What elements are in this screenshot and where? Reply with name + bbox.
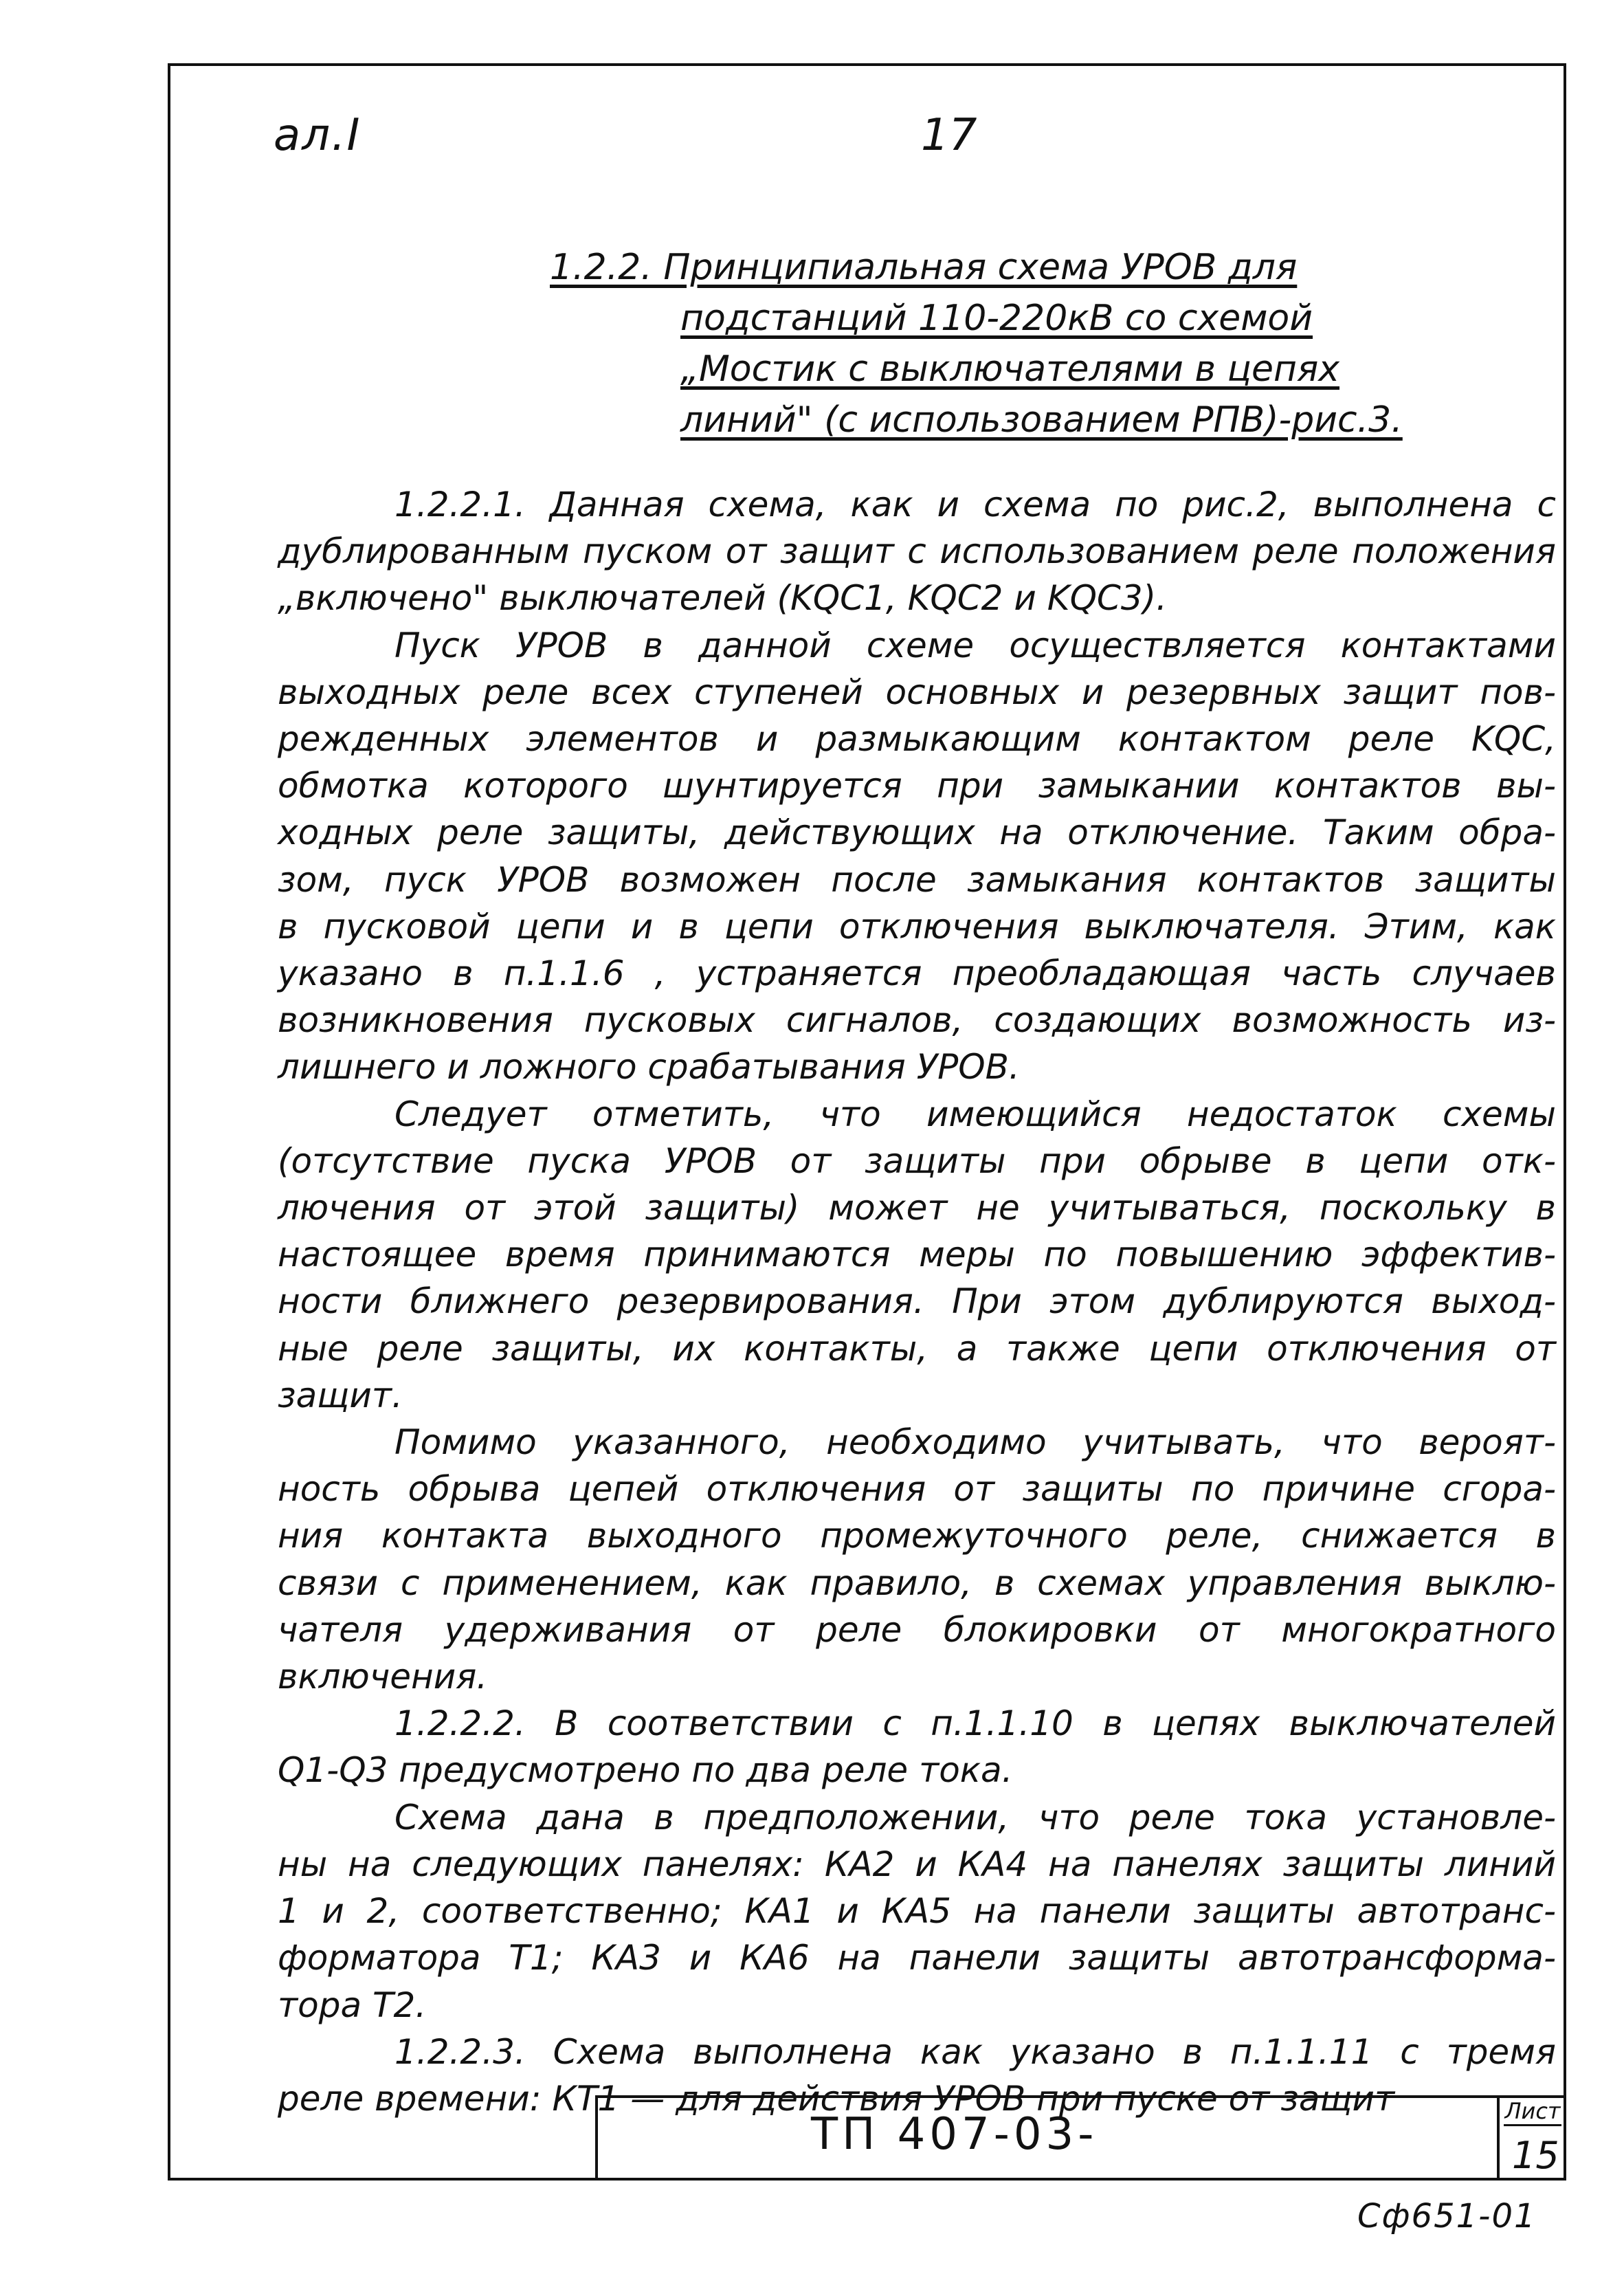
text-line: 1.2.2.3. Схема выполнена как указано в п.1.1.11 с тремя: [394, 2031, 1556, 2072]
sheet-number: 15: [1512, 2134, 1559, 2177]
text-line: Схема дана в предположении, что реле тока установле-: [394, 1797, 1556, 1837]
text-line: ности ближнего резервирования. При этом дублируются выход-: [278, 1281, 1556, 1322]
heading-line: 1.2.2. Принципиальная схема УРОВ для: [550, 247, 1298, 288]
text-line: чателя удерживания от реле блокировки от многократного: [278, 1609, 1556, 1650]
heading-line: линий" (с использованием РПВ)-рис.3.: [680, 399, 1403, 441]
text-line: дублированным пуском от защит с использованием реле положения: [278, 531, 1556, 572]
text-line: Следует отметить, что имеющийся недостаток схемы: [394, 1094, 1556, 1134]
text-line: выходных реле всех ступеней основных и резервных защит пов-: [278, 672, 1556, 712]
section-heading: [550, 242, 1409, 445]
heading-line: „Мостик с выключателями в цепях: [680, 349, 1340, 390]
text-line: ные реле защиты, их контакты, а также цепи отключения от: [278, 1328, 1556, 1369]
corner-mark: ал.I: [274, 110, 361, 161]
text-line: 1.2.2.2. В соответствии с п.1.1.10 в цепях выключателей: [394, 1703, 1556, 1744]
text-line: возникновения пусковых сигналов, создающих возможность из-: [278, 1000, 1556, 1041]
text-line: Q1-Q3 предусмотрено по два реле тока.: [278, 1750, 1013, 1791]
heading-line: подстанций 110-220кВ со схемой: [680, 298, 1313, 339]
body-text: [278, 481, 1556, 2122]
text-line: включения.: [278, 1657, 488, 1697]
text-line: форматора Т1; КА3 и КА6 на панели защиты автотрансформа-: [278, 1938, 1556, 1978]
text-line: ность обрыва цепей отключения от защиты по причине сгора-: [278, 1469, 1556, 1510]
text-line: 1 и 2, соответственно; КА1 и КА5 на панели защиты автотранс-: [278, 1891, 1556, 1932]
text-line: Пуск УРОВ в данной схеме осуществляется контактами: [394, 625, 1556, 665]
text-line: ния контакта выходного промежуточного реле, снижается в: [278, 1516, 1556, 1556]
text-line: лишнего и ложного срабатывания УРОВ.: [278, 1047, 1020, 1088]
text-line: реле времени: КТ1 — для действия УРОВ при пуске от защит: [278, 2078, 1395, 2119]
text-line: (отсутствие пуска УРОВ от защиты при обрыве в цепи отк-: [278, 1140, 1556, 1181]
text-line: обмотка которого шунтируется при замыкании контактов вы-: [278, 766, 1556, 806]
text-line: в пусковой цепи и в цепи отключения выключателя. Этим, как: [278, 906, 1556, 947]
text-line: зом, пуск УРОВ возможен после замыкания контактов защиты: [278, 859, 1556, 900]
text-line: ны на следующих панелях: КА2 и КА4 на панелях защиты линий: [278, 1844, 1556, 1884]
text-line: Помимо указанного, необходимо учитывать, что вероят-: [394, 1422, 1556, 1463]
text-line: защит.: [278, 1375, 403, 1415]
text-line: 1.2.2.1. Данная схема, как и схема по рис.2, выполнена с: [394, 485, 1556, 525]
text-line: лючения от этой защиты) может не учитываться, поскольку в: [278, 1188, 1556, 1228]
text-line: „включено" выключателей (KQC1, KQC2 и KQC3).: [278, 578, 1168, 619]
sheet-label: Лист: [1504, 2098, 1561, 2126]
text-line: связи с применением, как правило, в схемах управления выклю-: [278, 1563, 1556, 1603]
page-number: 17: [921, 110, 977, 161]
text-line: ходных реле защиты, действующих на отключение. Таким обра-: [278, 813, 1556, 853]
document-code: ТП 407-03-: [811, 2109, 1098, 2160]
text-line: тора Т2.: [278, 1985, 427, 2025]
text-line: указано в п.1.1.6 , устраняется преобладающая часть случаев: [278, 953, 1556, 994]
form-code: Сф651-01: [1357, 2197, 1537, 2236]
text-line: режденных элементов и размыкающим контактом реле KQC,: [278, 719, 1556, 760]
text-line: настоящее время принимаются меры по повышению эффектив-: [278, 1235, 1556, 1275]
